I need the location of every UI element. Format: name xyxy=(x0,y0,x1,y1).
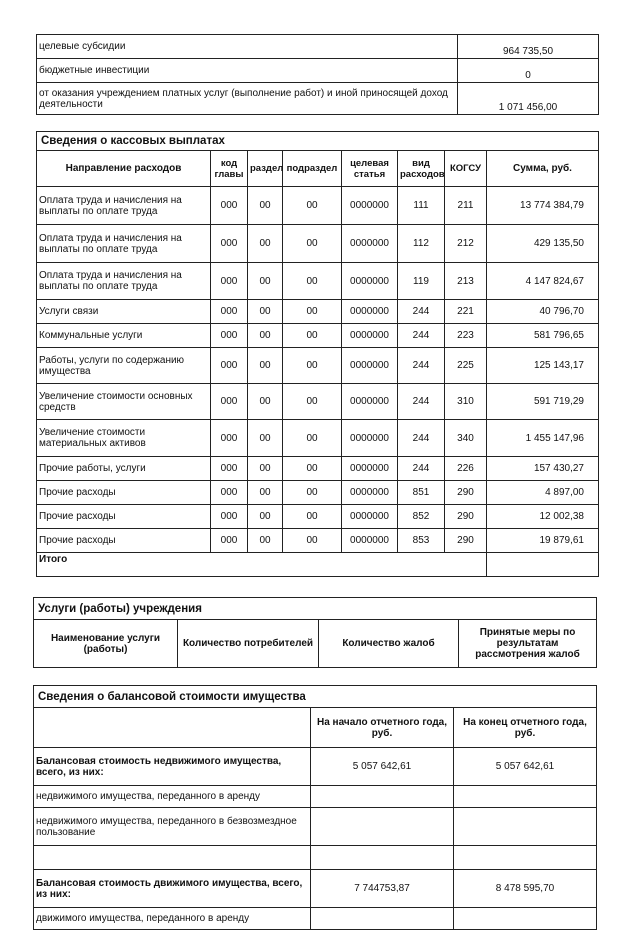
code-chapter: 000 xyxy=(211,187,248,225)
subsection: 00 xyxy=(283,529,342,553)
balance-label: движимого имущества, переданного в аренду xyxy=(34,908,311,930)
amount: 1 455 147,96 xyxy=(487,420,599,457)
expense-type: 244 xyxy=(398,324,445,348)
target-article: 0000000 xyxy=(342,187,398,225)
table-row xyxy=(37,225,599,263)
expense-name: Прочие расходы xyxy=(37,529,211,553)
kosgu-code: 223 xyxy=(445,324,487,348)
balance-end xyxy=(454,808,597,846)
col-header: Количество жалоб xyxy=(319,620,459,668)
balance-title: Сведения о балансовой стоимости имущества xyxy=(34,686,597,708)
amount: 157 430,27 xyxy=(487,457,599,481)
kosgu-code: 340 xyxy=(445,420,487,457)
balance-end xyxy=(454,846,597,870)
expense-name: Прочие расходы xyxy=(37,505,211,529)
balance-start xyxy=(311,808,454,846)
services-title: Услуги (работы) учреждения xyxy=(34,598,597,620)
balance-start xyxy=(311,786,454,808)
income-label: от оказания учреждением платных услуг (выполнение работ) и иной приносящей доход деятельности xyxy=(37,83,458,115)
col-header: подраздел xyxy=(283,151,342,187)
expense-type: 244 xyxy=(398,300,445,324)
amount: 19 879,61 xyxy=(487,529,599,553)
code-chapter: 000 xyxy=(211,481,248,505)
kosgu-code: 310 xyxy=(445,384,487,420)
col-header: код главы xyxy=(211,151,248,187)
col-header: КОГСУ xyxy=(445,151,487,187)
expense-name: Оплата труда и начисления на выплаты по оплате труда xyxy=(37,263,211,300)
table-row xyxy=(37,348,599,384)
section: 00 xyxy=(248,481,283,505)
cash-payments-title: Сведения о кассовых выплатах xyxy=(37,132,599,151)
col-header: вид расходов xyxy=(398,151,445,187)
balance-end xyxy=(454,908,597,930)
income-value: 1 071 456,00 xyxy=(458,83,599,115)
table-row xyxy=(37,529,599,553)
table-row xyxy=(37,59,599,83)
table-row xyxy=(37,83,599,115)
table-row xyxy=(34,870,597,908)
income-value: 964 735,50 xyxy=(458,35,599,59)
total-label: Итого xyxy=(37,553,487,577)
table-header-row xyxy=(37,151,599,187)
amount: 4 897,00 xyxy=(487,481,599,505)
section: 00 xyxy=(248,348,283,384)
target-article: 0000000 xyxy=(342,225,398,263)
subsection: 00 xyxy=(283,457,342,481)
subsection: 00 xyxy=(283,505,342,529)
expense-type: 244 xyxy=(398,420,445,457)
section: 00 xyxy=(248,505,283,529)
col-header-start: На начало отчетного года, руб. xyxy=(311,708,454,748)
subsection: 00 xyxy=(283,324,342,348)
col-header: целевая статья xyxy=(342,151,398,187)
subsection: 00 xyxy=(283,420,342,457)
income-value: 0 xyxy=(458,59,599,83)
subsection: 00 xyxy=(283,263,342,300)
expense-type: 852 xyxy=(398,505,445,529)
table-row xyxy=(37,263,599,300)
section: 00 xyxy=(248,384,283,420)
table-row xyxy=(37,300,599,324)
subsection: 00 xyxy=(283,348,342,384)
expense-name: Оплата труда и начисления на выплаты по оплате труда xyxy=(37,225,211,263)
target-article: 0000000 xyxy=(342,505,398,529)
code-chapter: 000 xyxy=(211,505,248,529)
section: 00 xyxy=(248,324,283,348)
expense-name: Увеличение стоимости материальных активов xyxy=(37,420,211,457)
target-article: 0000000 xyxy=(342,457,398,481)
expense-type: 244 xyxy=(398,348,445,384)
expense-name: Прочие работы, услуги xyxy=(37,457,211,481)
expense-type: 851 xyxy=(398,481,445,505)
subsection: 00 xyxy=(283,300,342,324)
balance-end: 8 478 595,70 xyxy=(454,870,597,908)
balance-label: Балансовая стоимость недвижимого имущества, всего, из них: xyxy=(34,748,311,786)
table-row xyxy=(37,420,599,457)
table-row xyxy=(37,187,599,225)
amount: 429 135,50 xyxy=(487,225,599,263)
income-table xyxy=(36,34,599,115)
code-chapter: 000 xyxy=(211,529,248,553)
table-row xyxy=(34,908,597,930)
target-article: 0000000 xyxy=(342,384,398,420)
kosgu-code: 290 xyxy=(445,481,487,505)
amount: 13 774 384,79 xyxy=(487,187,599,225)
section: 00 xyxy=(248,225,283,263)
target-article: 0000000 xyxy=(342,263,398,300)
expense-type: 111 xyxy=(398,187,445,225)
services-table xyxy=(33,597,597,668)
code-chapter: 000 xyxy=(211,300,248,324)
table-row xyxy=(37,457,599,481)
cash-payments-table xyxy=(36,131,599,577)
target-article: 0000000 xyxy=(342,324,398,348)
table-row xyxy=(37,35,599,59)
subsection: 00 xyxy=(283,187,342,225)
balance-start: 5 057 642,61 xyxy=(311,748,454,786)
income-label: бюджетные инвестиции xyxy=(37,59,458,83)
balance-label: Балансовая стоимость движимого имущества, всего, из них: xyxy=(34,870,311,908)
section: 00 xyxy=(248,263,283,300)
col-header: Принятые меры по результатам рассмотрения жалоб xyxy=(459,620,597,668)
table-row xyxy=(37,324,599,348)
code-chapter: 000 xyxy=(211,457,248,481)
total-row xyxy=(37,553,599,577)
table-row xyxy=(37,384,599,420)
expense-name: Работы, услуги по содержанию имущества xyxy=(37,348,211,384)
kosgu-code: 290 xyxy=(445,529,487,553)
amount: 12 002,38 xyxy=(487,505,599,529)
expense-type: 119 xyxy=(398,263,445,300)
table-row xyxy=(34,808,597,846)
col-header: Наименование услуги (работы) xyxy=(34,620,178,668)
expense-type: 853 xyxy=(398,529,445,553)
col-header: раздел xyxy=(248,151,283,187)
subsection: 00 xyxy=(283,384,342,420)
expense-name: Увеличение стоимости основных средств xyxy=(37,384,211,420)
amount: 581 796,65 xyxy=(487,324,599,348)
target-article: 0000000 xyxy=(342,420,398,457)
amount: 591 719,29 xyxy=(487,384,599,420)
expense-type: 112 xyxy=(398,225,445,263)
code-chapter: 000 xyxy=(211,324,248,348)
kosgu-code: 211 xyxy=(445,187,487,225)
table-row xyxy=(37,481,599,505)
code-chapter: 000 xyxy=(211,420,248,457)
total-value xyxy=(487,553,599,577)
expense-type: 244 xyxy=(398,457,445,481)
amount: 125 143,17 xyxy=(487,348,599,384)
target-article: 0000000 xyxy=(342,348,398,384)
kosgu-code: 226 xyxy=(445,457,487,481)
col-header: Направление расходов xyxy=(37,151,211,187)
target-article: 0000000 xyxy=(342,481,398,505)
balance-table xyxy=(33,685,597,930)
table-row xyxy=(34,786,597,808)
balance-label: недвижимого имущества, переданного в безвозмездное пользование xyxy=(34,808,311,846)
code-chapter: 000 xyxy=(211,263,248,300)
section: 00 xyxy=(248,300,283,324)
expense-type: 244 xyxy=(398,384,445,420)
table-row xyxy=(34,846,597,870)
empty-cell xyxy=(34,708,311,748)
balance-start xyxy=(311,846,454,870)
col-header: Сумма, руб. xyxy=(487,151,599,187)
balance-end: 5 057 642,61 xyxy=(454,748,597,786)
target-article: 0000000 xyxy=(342,529,398,553)
amount: 4 147 824,67 xyxy=(487,263,599,300)
section: 00 xyxy=(248,420,283,457)
balance-end xyxy=(454,786,597,808)
section: 00 xyxy=(248,457,283,481)
expense-name: Оплата труда и начисления на выплаты по оплате труда xyxy=(37,187,211,225)
code-chapter: 000 xyxy=(211,348,248,384)
balance-label xyxy=(34,846,311,870)
kosgu-code: 212 xyxy=(445,225,487,263)
target-article: 0000000 xyxy=(342,300,398,324)
col-header-end: На конец отчетного года, руб. xyxy=(454,708,597,748)
subsection: 00 xyxy=(283,481,342,505)
kosgu-code: 290 xyxy=(445,505,487,529)
balance-start: 7 744753,87 xyxy=(311,870,454,908)
expense-name: Прочие расходы xyxy=(37,481,211,505)
col-header: Количество потребителей xyxy=(178,620,319,668)
amount: 40 796,70 xyxy=(487,300,599,324)
expense-name: Услуги связи xyxy=(37,300,211,324)
kosgu-code: 225 xyxy=(445,348,487,384)
section: 00 xyxy=(248,187,283,225)
section: 00 xyxy=(248,529,283,553)
table-row xyxy=(34,748,597,786)
code-chapter: 000 xyxy=(211,384,248,420)
expense-name: Коммунальные услуги xyxy=(37,324,211,348)
subsection: 00 xyxy=(283,225,342,263)
balance-label: недвижимого имущества, переданного в аренду xyxy=(34,786,311,808)
kosgu-code: 221 xyxy=(445,300,487,324)
table-row xyxy=(37,505,599,529)
income-label: целевые субсидии xyxy=(37,35,458,59)
kosgu-code: 213 xyxy=(445,263,487,300)
balance-start xyxy=(311,908,454,930)
code-chapter: 000 xyxy=(211,225,248,263)
